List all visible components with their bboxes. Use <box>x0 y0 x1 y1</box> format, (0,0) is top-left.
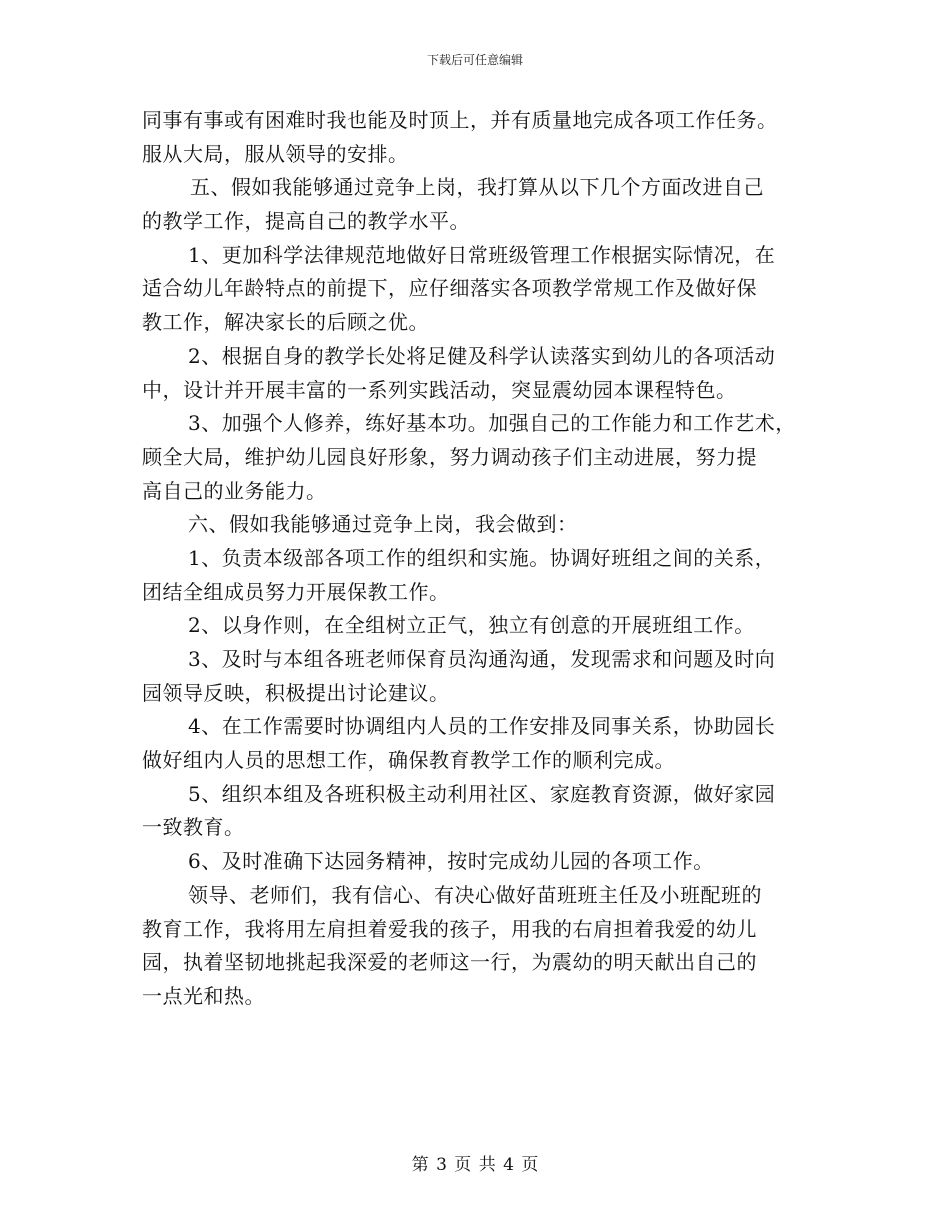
text-line: 6、及时准确下达园务精神，按时完成幼儿园的各项工作。 <box>188 849 714 874</box>
text-line: 教育工作，我将用左肩担着爱我的孩子，用我的右肩担着我爱的幼儿 <box>142 916 757 941</box>
text-line: 2、根据自身的教学长处将足健及科学认读落实到幼儿的各项活动 <box>188 343 776 368</box>
text-line: 教工作，解决家长的后顾之优。 <box>142 310 429 335</box>
text-line: 团结全组成员努力开展保教工作。 <box>142 579 450 604</box>
page-header: 下载后可任意编辑 <box>426 53 523 67</box>
document-body <box>142 104 832 1014</box>
text-line: 的教学工作，提高自己的教学水平。 <box>142 209 470 234</box>
text-line: 一致教育。 <box>142 815 245 840</box>
text-line: 1、负责本级部各项工作的组织和实施。协调好班组之间的关系， <box>188 545 776 570</box>
text-line: 4、在工作需要时协调组内人员的工作安排及同事关系，协助园长 <box>188 714 776 739</box>
text-line: 同事有事或有困难时我也能及时顶上，并有质量地完成各项工作任务。 <box>142 108 778 132</box>
text-line: 2、以身作则，在全组树立正气，独立有创意的开展班组工作。 <box>188 613 755 638</box>
text-line: 园，执着坚韧地挑起我深爱的老师这一行，为震幼的明天献出自己的 <box>142 950 757 975</box>
text-line: 五、假如我能够通过竞争上岗，我打算从以下几个方面改进自己 <box>190 175 764 200</box>
text-line: 服从大局，服从领导的安排。 <box>142 141 409 166</box>
text-line: 高自己的业务能力。 <box>142 478 327 503</box>
text-line: 领导、老师们，我有信心、有决心做好苗班班主任及小班配班的 <box>188 882 762 907</box>
text-line: 5、组织本组及各班积极主动利用社区、家庭教育资源，做好家园 <box>188 781 776 806</box>
text-line: 中，设计并开展丰富的一系列实践活动，突显震幼园本课程特色。 <box>142 377 737 402</box>
text-line: 做好组内人员的思想工作，确保教育教学工作的顺利完成。 <box>142 748 675 773</box>
text-line: 3、加强个人修养，练好基本功。加强自己的工作能力和工作艺术， <box>188 411 796 436</box>
text-line: 园领导反映，积极提出讨论建议。 <box>142 680 450 705</box>
text-line: 一点光和热。 <box>142 983 265 1008</box>
text-line: 1、更加科学法律规范地做好日常班级管理工作根据实际情况，在 <box>188 242 776 267</box>
text-line: 适合幼儿年龄特点的前提下，应仔细落实各项教学常规工作及做好保 <box>142 276 757 301</box>
text-line: 顾全大局，维护幼儿园良好形象，努力调动孩子们主动进展，努力提 <box>142 444 757 469</box>
text-line: 3、及时与本组各班老师保育员沟通沟通，发现需求和问题及时向 <box>188 647 776 671</box>
text-line: 六、假如我能够通过竞争上岗，我会做到： <box>188 512 578 537</box>
page-footer: 第 3 页 共 4 页 <box>411 1155 539 1175</box>
